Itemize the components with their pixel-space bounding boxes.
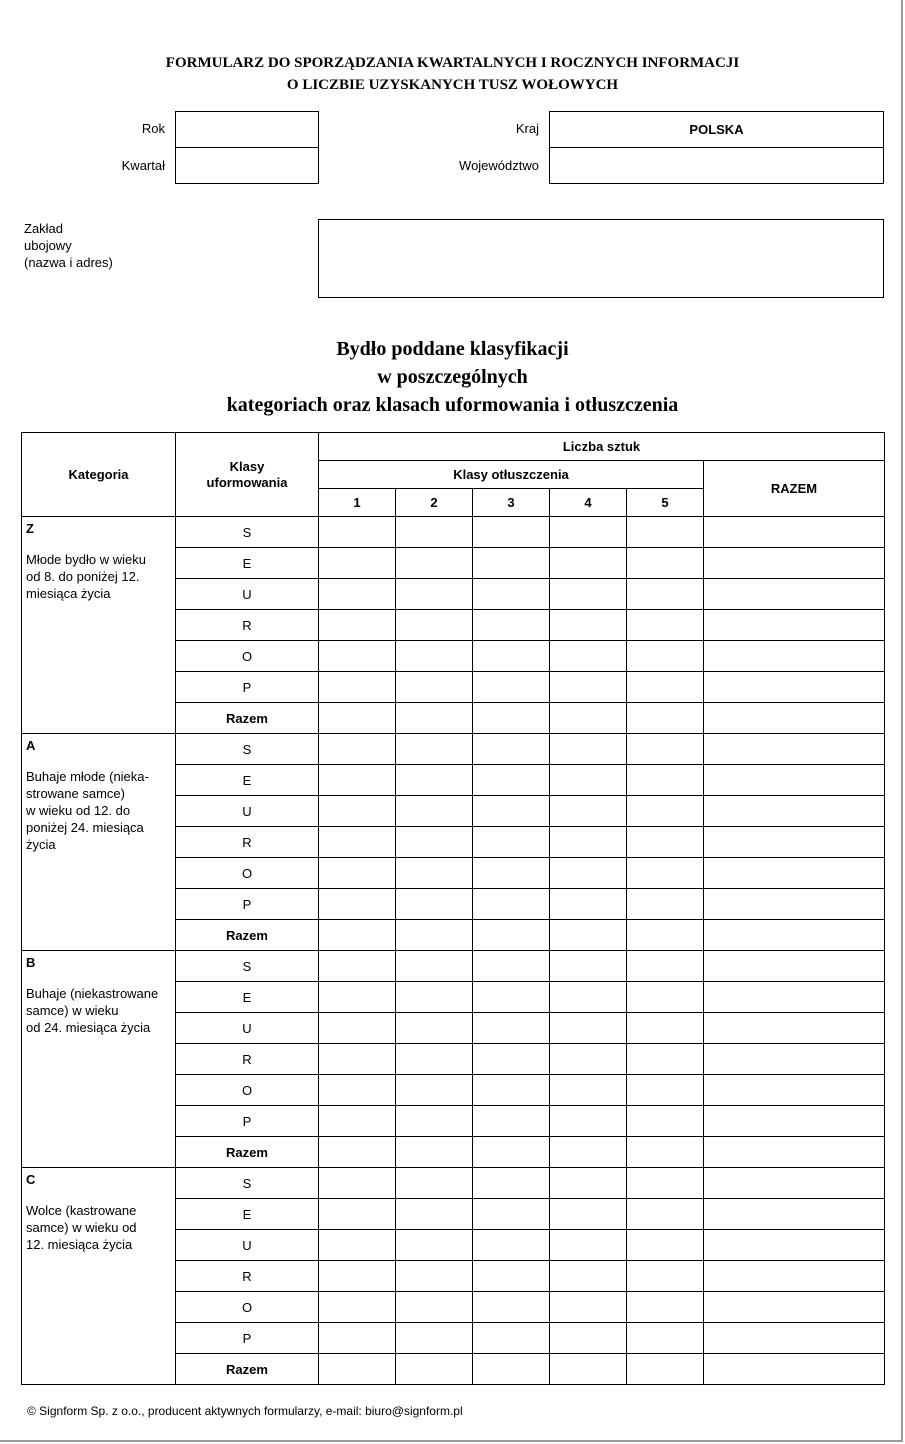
table-row xyxy=(22,734,885,765)
form-class-label: E xyxy=(176,765,319,796)
count-input-cell[interactable] xyxy=(396,951,473,982)
category-cell xyxy=(22,517,176,734)
rok-field[interactable] xyxy=(175,111,319,148)
count-input-cell[interactable] xyxy=(396,858,473,889)
count-input-cell[interactable] xyxy=(473,1044,550,1075)
count-input-cell[interactable] xyxy=(550,579,627,610)
count-input-cell[interactable] xyxy=(627,796,704,827)
count-input-cell[interactable] xyxy=(473,1013,550,1044)
count-input-cell[interactable] xyxy=(550,1044,627,1075)
count-input-cell[interactable] xyxy=(473,548,550,579)
count-input-cell[interactable] xyxy=(396,1354,473,1385)
total-input-cell[interactable] xyxy=(704,703,885,734)
total-row-label: Razem xyxy=(176,1137,319,1168)
count-input-cell[interactable] xyxy=(550,982,627,1013)
header-razem: RAZEM xyxy=(704,461,885,517)
form-class-label: P xyxy=(176,1323,319,1354)
total-input-cell[interactable] xyxy=(704,920,885,951)
count-input-cell[interactable] xyxy=(319,610,396,641)
count-input-cell[interactable] xyxy=(396,1106,473,1137)
count-input-cell[interactable] xyxy=(396,1044,473,1075)
total-row-label: Razem xyxy=(176,920,319,951)
count-input-cell[interactable] xyxy=(319,827,396,858)
count-input-cell[interactable] xyxy=(473,920,550,951)
count-input-cell[interactable] xyxy=(473,641,550,672)
count-input-cell[interactable] xyxy=(473,672,550,703)
category-description: Buhaje młode (nieka- strowane samce) w wieku od 12. do poniżej 24. miesiąca życia xyxy=(26,769,149,852)
count-input-cell[interactable] xyxy=(396,982,473,1013)
count-input-cell[interactable] xyxy=(319,951,396,982)
count-input-cell[interactable] xyxy=(473,517,550,548)
count-input-cell[interactable] xyxy=(627,1013,704,1044)
count-input-cell[interactable] xyxy=(473,1261,550,1292)
count-input-cell[interactable] xyxy=(473,579,550,610)
count-input-cell[interactable] xyxy=(319,982,396,1013)
form-title-line1: FORMULARZ DO SPORZĄDZANIA KWARTALNYCH I ROCZNYCH INFORMACJI xyxy=(165,55,740,71)
kwartal-label: Kwartał xyxy=(121,158,165,173)
count-input-cell[interactable] xyxy=(319,1292,396,1323)
kwartal-field[interactable] xyxy=(175,147,319,184)
form-class-label: U xyxy=(176,796,319,827)
count-input-cell[interactable] xyxy=(550,1261,627,1292)
count-input-cell[interactable] xyxy=(473,1230,550,1261)
count-input-cell[interactable] xyxy=(627,1106,704,1137)
count-input-cell[interactable] xyxy=(627,641,704,672)
zaklad-label: Zakład ubojowy (nazwa i adres) xyxy=(24,221,113,270)
count-input-cell[interactable] xyxy=(627,982,704,1013)
section-title-line2: w poszczególnych xyxy=(377,366,528,388)
total-input-cell[interactable] xyxy=(704,672,885,703)
rok-label: Rok xyxy=(141,121,165,136)
form-class-label: O xyxy=(176,641,319,672)
count-input-cell[interactable] xyxy=(396,1075,473,1106)
form-class-label: R xyxy=(176,610,319,641)
count-input-cell[interactable] xyxy=(550,765,627,796)
form-class-label: O xyxy=(176,1075,319,1106)
count-input-cell[interactable] xyxy=(473,796,550,827)
count-input-cell[interactable] xyxy=(396,610,473,641)
total-input-cell[interactable] xyxy=(704,1013,885,1044)
header-liczba-sztuk: Liczba sztuk xyxy=(319,433,885,461)
table-row xyxy=(22,951,885,982)
form-class-label: U xyxy=(176,1230,319,1261)
count-input-cell[interactable] xyxy=(473,858,550,889)
table-row xyxy=(22,517,885,548)
total-input-cell[interactable] xyxy=(704,1199,885,1230)
header-fat-class: 1 xyxy=(319,489,396,517)
total-input-cell[interactable] xyxy=(704,1168,885,1199)
count-input-cell[interactable] xyxy=(550,610,627,641)
count-input-cell[interactable] xyxy=(550,734,627,765)
wojewodztwo-label: Województwo xyxy=(459,158,539,173)
header-klasy-otluszczenia: Klasy otłuszczenia xyxy=(319,461,704,489)
count-input-cell[interactable] xyxy=(550,1075,627,1106)
count-input-cell[interactable] xyxy=(473,1106,550,1137)
count-input-cell[interactable] xyxy=(627,672,704,703)
category-cell xyxy=(22,1168,176,1385)
count-input-cell[interactable] xyxy=(550,1168,627,1199)
header-klasy-uformowania-text: Klasy uformowania xyxy=(206,458,288,490)
count-input-cell[interactable] xyxy=(473,1323,550,1354)
count-input-cell[interactable] xyxy=(319,517,396,548)
count-input-cell[interactable] xyxy=(550,641,627,672)
count-input-cell[interactable] xyxy=(396,1168,473,1199)
count-input-cell[interactable] xyxy=(319,889,396,920)
count-input-cell[interactable] xyxy=(627,1292,704,1323)
count-input-cell[interactable] xyxy=(396,1292,473,1323)
count-input-cell[interactable] xyxy=(396,548,473,579)
count-input-cell[interactable] xyxy=(319,548,396,579)
count-input-cell[interactable] xyxy=(627,610,704,641)
count-input-cell[interactable] xyxy=(550,703,627,734)
count-input-cell[interactable] xyxy=(319,641,396,672)
total-input-cell[interactable] xyxy=(704,1354,885,1385)
count-input-cell[interactable] xyxy=(627,548,704,579)
form-class-label: S xyxy=(176,1168,319,1199)
form-class-label: E xyxy=(176,548,319,579)
count-input-cell[interactable] xyxy=(627,734,704,765)
zaklad-field[interactable] xyxy=(318,219,884,298)
count-input-cell[interactable] xyxy=(319,1044,396,1075)
form-class-label: O xyxy=(176,858,319,889)
count-input-cell[interactable] xyxy=(627,858,704,889)
count-input-cell[interactable] xyxy=(396,765,473,796)
count-input-cell[interactable] xyxy=(319,765,396,796)
table-body xyxy=(22,517,885,1385)
count-input-cell[interactable] xyxy=(627,1044,704,1075)
count-input-cell[interactable] xyxy=(319,672,396,703)
count-input-cell[interactable] xyxy=(627,765,704,796)
form-class-label: U xyxy=(176,579,319,610)
count-input-cell[interactable] xyxy=(627,703,704,734)
category-code: C xyxy=(26,1172,36,1187)
header-klasy-uformowania xyxy=(176,433,319,517)
total-input-cell[interactable] xyxy=(704,1075,885,1106)
count-input-cell[interactable] xyxy=(627,1354,704,1385)
count-input-cell[interactable] xyxy=(627,1137,704,1168)
category-code: Z xyxy=(26,521,34,536)
count-input-cell[interactable] xyxy=(550,889,627,920)
count-input-cell[interactable] xyxy=(627,1199,704,1230)
count-input-cell[interactable] xyxy=(550,920,627,951)
count-input-cell[interactable] xyxy=(319,1075,396,1106)
count-input-cell[interactable] xyxy=(550,951,627,982)
form-class-label: E xyxy=(176,1199,319,1230)
count-input-cell[interactable] xyxy=(396,920,473,951)
count-input-cell[interactable] xyxy=(473,1199,550,1230)
form-class-label: O xyxy=(176,1292,319,1323)
total-input-cell[interactable] xyxy=(704,827,885,858)
count-input-cell[interactable] xyxy=(473,734,550,765)
footer-copyright: © Signform Sp. z o.o., producent aktywnych formularzy, e-mail: biuro@signform.pl xyxy=(27,1404,463,1418)
count-input-cell[interactable] xyxy=(319,1106,396,1137)
count-input-cell[interactable] xyxy=(396,641,473,672)
count-input-cell[interactable] xyxy=(473,765,550,796)
total-input-cell[interactable] xyxy=(704,889,885,920)
count-input-cell[interactable] xyxy=(473,1137,550,1168)
total-input-cell[interactable] xyxy=(704,734,885,765)
count-input-cell[interactable] xyxy=(319,579,396,610)
count-input-cell[interactable] xyxy=(550,548,627,579)
form-class-label: S xyxy=(176,951,319,982)
kraj-label: Kraj xyxy=(515,121,539,136)
count-input-cell[interactable] xyxy=(627,517,704,548)
count-input-cell[interactable] xyxy=(319,796,396,827)
count-input-cell[interactable] xyxy=(319,920,396,951)
form-class-label: S xyxy=(176,517,319,548)
form-class-label: P xyxy=(176,1106,319,1137)
count-input-cell[interactable] xyxy=(396,827,473,858)
count-input-cell[interactable] xyxy=(627,951,704,982)
count-input-cell[interactable] xyxy=(319,703,396,734)
count-input-cell[interactable] xyxy=(473,1292,550,1323)
kraj-field[interactable]: POLSKA xyxy=(549,111,884,148)
count-input-cell[interactable] xyxy=(396,672,473,703)
total-input-cell[interactable] xyxy=(704,1044,885,1075)
count-input-cell[interactable] xyxy=(473,1354,550,1385)
count-input-cell[interactable] xyxy=(396,1323,473,1354)
count-input-cell[interactable] xyxy=(550,1230,627,1261)
count-input-cell[interactable] xyxy=(627,1075,704,1106)
count-input-cell[interactable] xyxy=(319,858,396,889)
category-code: A xyxy=(26,738,36,753)
count-input-cell[interactable] xyxy=(319,734,396,765)
category-cell xyxy=(22,734,176,951)
count-input-cell[interactable] xyxy=(319,1199,396,1230)
count-input-cell[interactable] xyxy=(319,1323,396,1354)
count-input-cell[interactable] xyxy=(396,1199,473,1230)
category-description: Buhaje (niekastrowane samce) w wieku od 24. miesiąca życia xyxy=(26,986,159,1035)
table-row xyxy=(22,1168,885,1199)
total-input-cell[interactable] xyxy=(704,1106,885,1137)
total-input-cell[interactable] xyxy=(704,1292,885,1323)
count-input-cell[interactable] xyxy=(627,579,704,610)
form-class-label: R xyxy=(176,1044,319,1075)
count-input-cell[interactable] xyxy=(550,1013,627,1044)
form-class-label: P xyxy=(176,672,319,703)
count-input-cell[interactable] xyxy=(627,889,704,920)
count-input-cell[interactable] xyxy=(396,796,473,827)
total-input-cell[interactable] xyxy=(704,641,885,672)
form-class-label: U xyxy=(176,1013,319,1044)
form-title-line2: O LICZBIE UZYSKANYCH TUSZ WOŁOWYCH xyxy=(286,77,619,93)
form-class-label: E xyxy=(176,982,319,1013)
count-input-cell[interactable] xyxy=(550,1323,627,1354)
total-input-cell[interactable] xyxy=(704,951,885,982)
form-class-label: P xyxy=(176,889,319,920)
count-input-cell[interactable] xyxy=(396,1137,473,1168)
count-input-cell[interactable] xyxy=(319,1137,396,1168)
count-input-cell[interactable] xyxy=(550,517,627,548)
count-input-cell[interactable] xyxy=(396,734,473,765)
total-input-cell[interactable] xyxy=(704,517,885,548)
total-input-cell[interactable] xyxy=(704,982,885,1013)
header-fat-class: 2 xyxy=(396,489,473,517)
count-input-cell[interactable] xyxy=(319,1261,396,1292)
count-input-cell[interactable] xyxy=(319,1230,396,1261)
category-code: B xyxy=(26,955,36,970)
total-input-cell[interactable] xyxy=(704,858,885,889)
total-input-cell[interactable] xyxy=(704,579,885,610)
count-input-cell[interactable] xyxy=(396,889,473,920)
category-description: Wolce (kastrowane samce) w wieku od 12. miesiąca życia xyxy=(26,1203,137,1252)
total-input-cell[interactable] xyxy=(704,796,885,827)
count-input-cell[interactable] xyxy=(550,1137,627,1168)
classification-table xyxy=(21,432,885,1385)
count-input-cell[interactable] xyxy=(550,1292,627,1323)
count-input-cell[interactable] xyxy=(550,796,627,827)
total-input-cell[interactable] xyxy=(704,1323,885,1354)
total-input-cell[interactable] xyxy=(704,610,885,641)
count-input-cell[interactable] xyxy=(396,703,473,734)
count-input-cell[interactable] xyxy=(473,951,550,982)
count-input-cell[interactable] xyxy=(550,672,627,703)
count-input-cell[interactable] xyxy=(627,1230,704,1261)
count-input-cell[interactable] xyxy=(396,1230,473,1261)
count-input-cell[interactable] xyxy=(396,1261,473,1292)
count-input-cell[interactable] xyxy=(396,579,473,610)
category-cell xyxy=(22,951,176,1168)
header-kategoria: Kategoria xyxy=(22,433,176,517)
count-input-cell[interactable] xyxy=(473,1168,550,1199)
count-input-cell[interactable] xyxy=(627,1323,704,1354)
count-input-cell[interactable] xyxy=(473,1075,550,1106)
section-title-line1: Bydło poddane klasyfikacji xyxy=(336,338,569,360)
count-input-cell[interactable] xyxy=(319,1354,396,1385)
form-class-label: S xyxy=(176,734,319,765)
count-input-cell[interactable] xyxy=(627,827,704,858)
count-input-cell[interactable] xyxy=(550,858,627,889)
header-fat-class: 4 xyxy=(550,489,627,517)
count-input-cell[interactable] xyxy=(627,1168,704,1199)
count-input-cell[interactable] xyxy=(550,1199,627,1230)
category-description: Młode bydło w wieku od 8. do poniżej 12. miesiąca życia xyxy=(26,552,146,601)
total-input-cell[interactable] xyxy=(704,765,885,796)
count-input-cell[interactable] xyxy=(473,827,550,858)
total-row-label: Razem xyxy=(176,1354,319,1385)
count-input-cell[interactable] xyxy=(396,517,473,548)
count-input-cell[interactable] xyxy=(473,982,550,1013)
section-title-line3: kategoriach oraz klasach uformowania i otłuszczenia xyxy=(226,394,679,416)
count-input-cell[interactable] xyxy=(473,889,550,920)
count-input-cell[interactable] xyxy=(550,1106,627,1137)
count-input-cell[interactable] xyxy=(627,920,704,951)
total-input-cell[interactable] xyxy=(704,1137,885,1168)
total-row-label: Razem xyxy=(176,703,319,734)
total-input-cell[interactable] xyxy=(704,1261,885,1292)
header-fat-class: 3 xyxy=(473,489,550,517)
count-input-cell[interactable] xyxy=(550,827,627,858)
count-input-cell[interactable] xyxy=(473,703,550,734)
header-fat-class: 5 xyxy=(627,489,704,517)
count-input-cell[interactable] xyxy=(319,1013,396,1044)
form-class-label: R xyxy=(176,827,319,858)
total-input-cell[interactable] xyxy=(704,548,885,579)
count-input-cell[interactable] xyxy=(550,1354,627,1385)
count-input-cell[interactable] xyxy=(396,1013,473,1044)
wojewodztwo-field[interactable] xyxy=(549,147,884,184)
count-input-cell[interactable] xyxy=(319,1168,396,1199)
count-input-cell[interactable] xyxy=(473,610,550,641)
total-input-cell[interactable] xyxy=(704,1230,885,1261)
form-class-label: R xyxy=(176,1261,319,1292)
count-input-cell[interactable] xyxy=(627,1261,704,1292)
